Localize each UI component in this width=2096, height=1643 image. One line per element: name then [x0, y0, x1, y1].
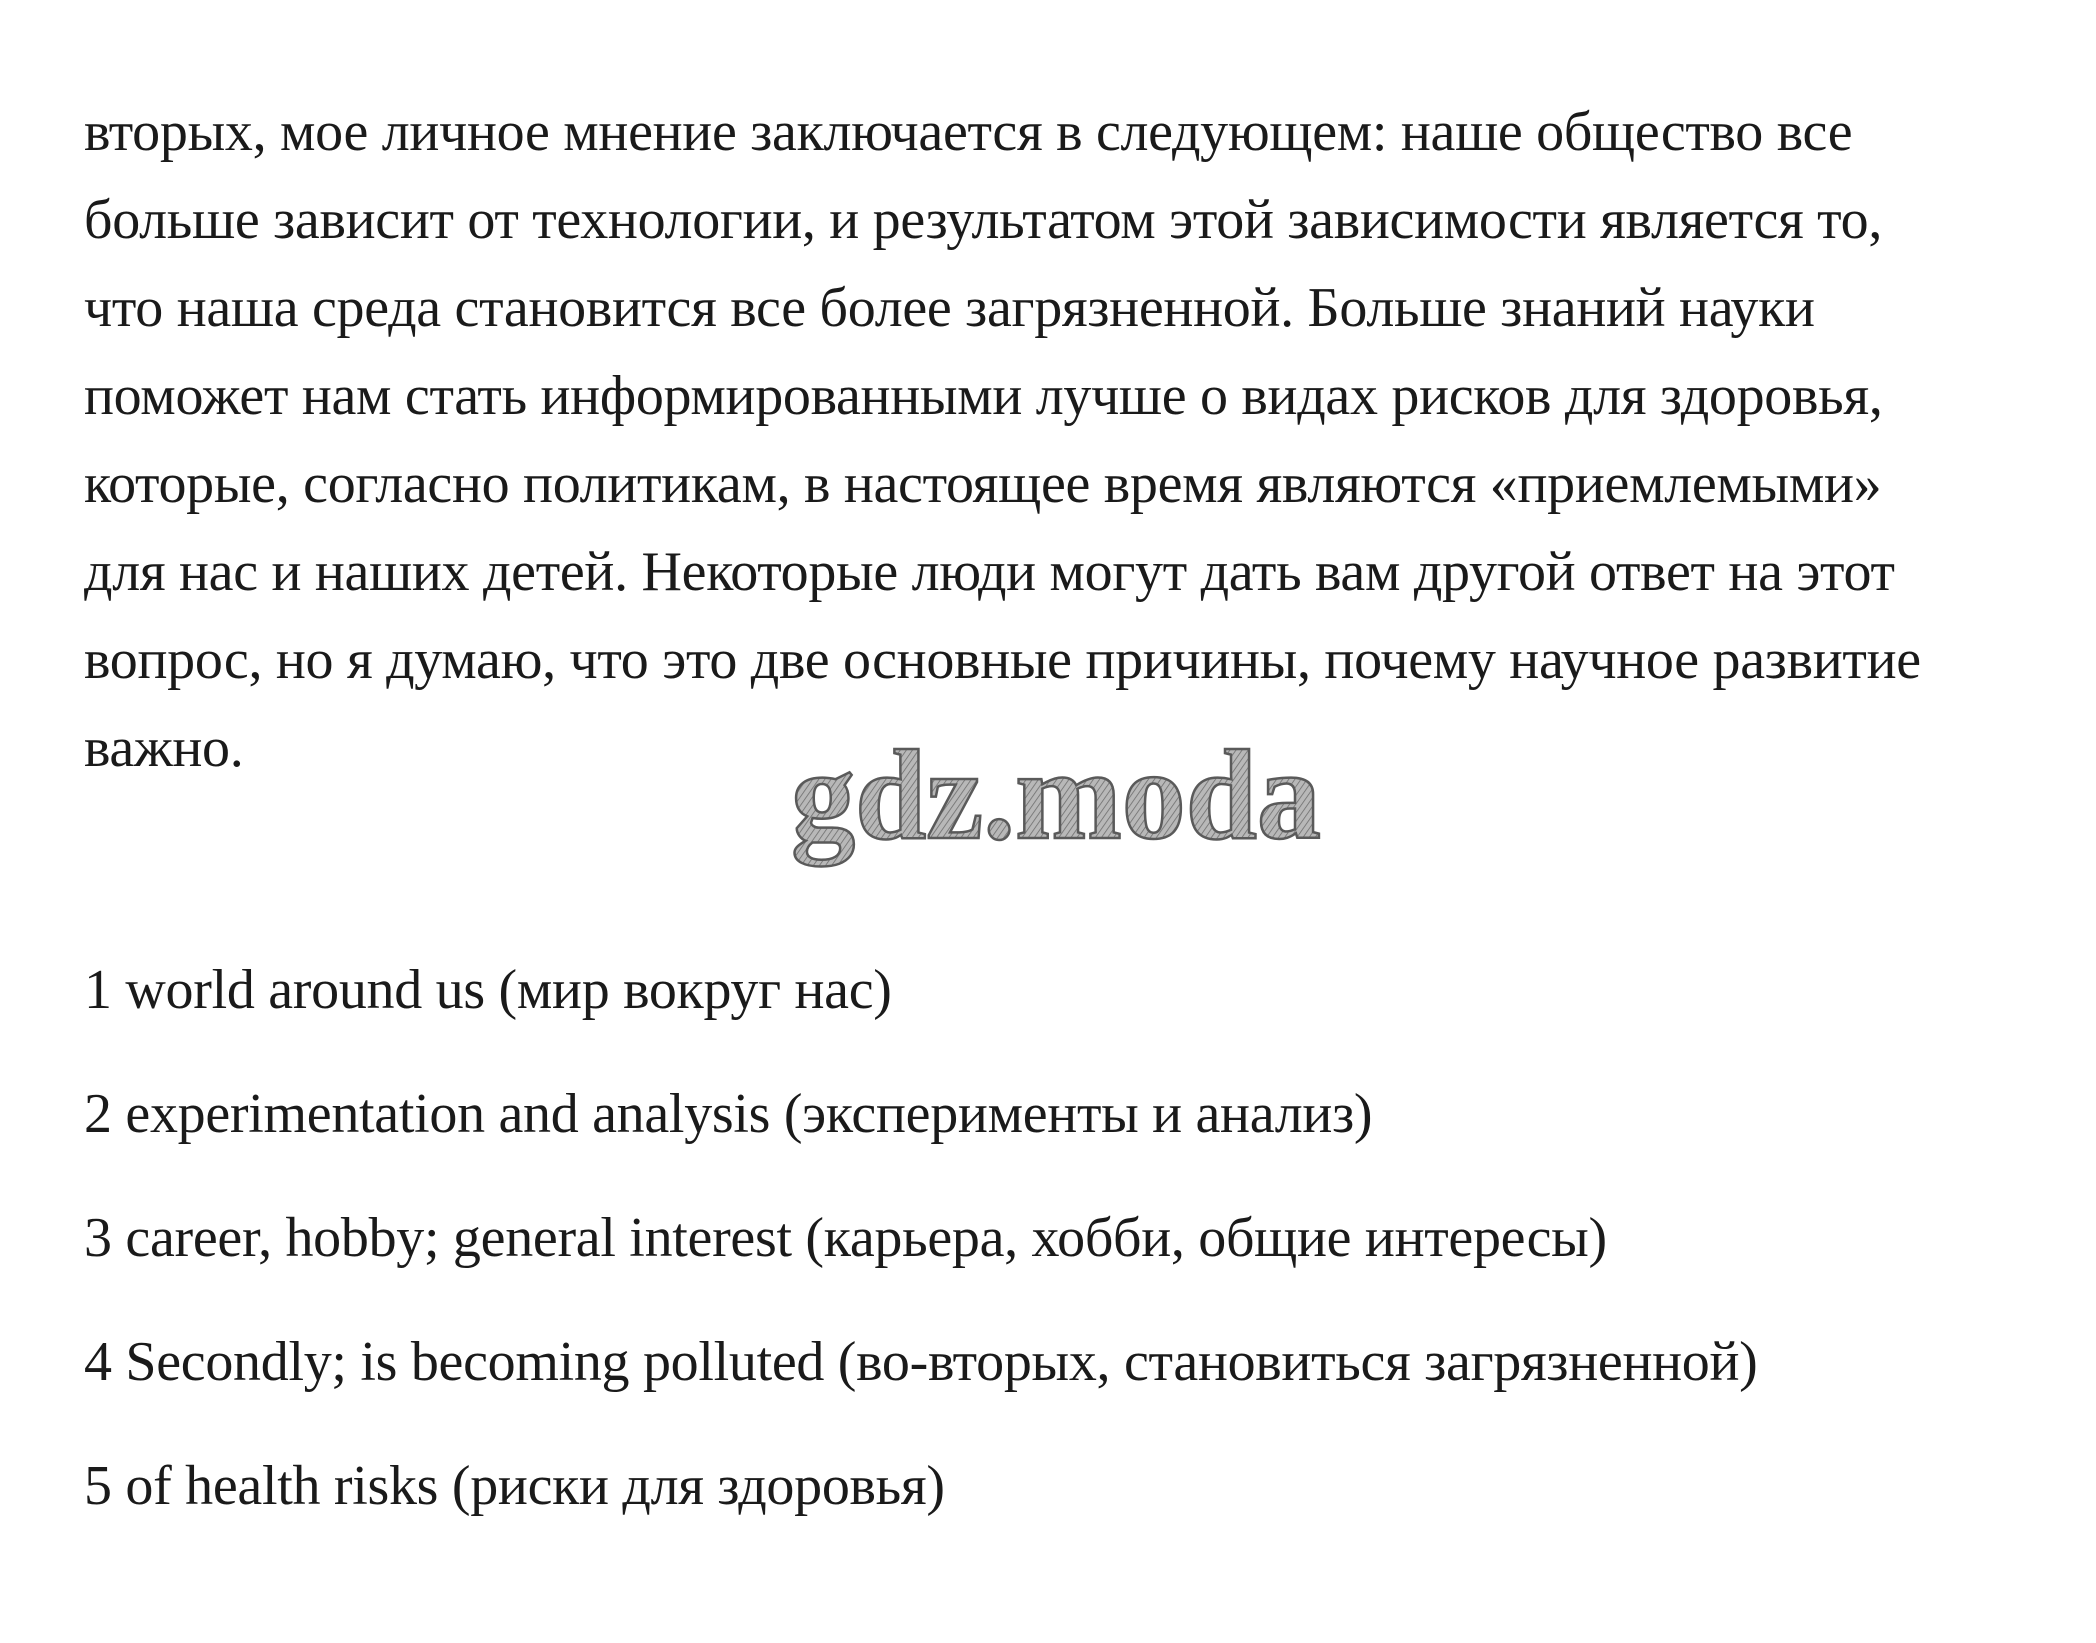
paragraph-line: которые, согласно политикам, в настоящее время являются «приемлемыми»: [84, 453, 1882, 515]
paragraph-line: что наша среда становится все более загрязненной. Больше знаний науки: [84, 277, 1815, 339]
essay-paragraph: [84, 88, 2044, 792]
watermark-text: gdz.moda: [791, 724, 1321, 866]
answer-item-2: 2 experimentation and analysis (эксперименты и анализ): [84, 1083, 1373, 1145]
watermark-svg: [756, 720, 1356, 880]
paragraph-line: больше зависит от технологии, и результатом этой зависимости является то,: [84, 189, 1883, 251]
answer-item-4: 4 Secondly; is becoming polluted (во-вторых, становиться загрязненной): [84, 1331, 1758, 1393]
answer-item-5: 5 of health risks (риски для здоровья): [84, 1455, 945, 1517]
paragraph-line: вторых, мое личное мнение заключается в следующем: наше общество все: [84, 101, 1853, 163]
paragraph-line: вопрос, но я думаю, что это две основные причины, почему научное развитие: [84, 629, 1921, 691]
paragraph-line: поможет нам стать информированными лучше о видах рисков для здоровья,: [84, 365, 1883, 427]
answer-item-1: 1 world around us (мир вокруг нас): [84, 959, 892, 1021]
watermark-logo: [756, 720, 1356, 880]
paragraph-line: важно.: [84, 717, 244, 779]
answer-item-3: 3 career, hobby; general interest (карьера, хобби, общие интересы): [84, 1207, 1607, 1269]
answers-list: [84, 946, 1758, 1566]
paragraph-line: для нас и наших детей. Некоторые люди могут дать вам другой ответ на этот: [84, 541, 1895, 603]
